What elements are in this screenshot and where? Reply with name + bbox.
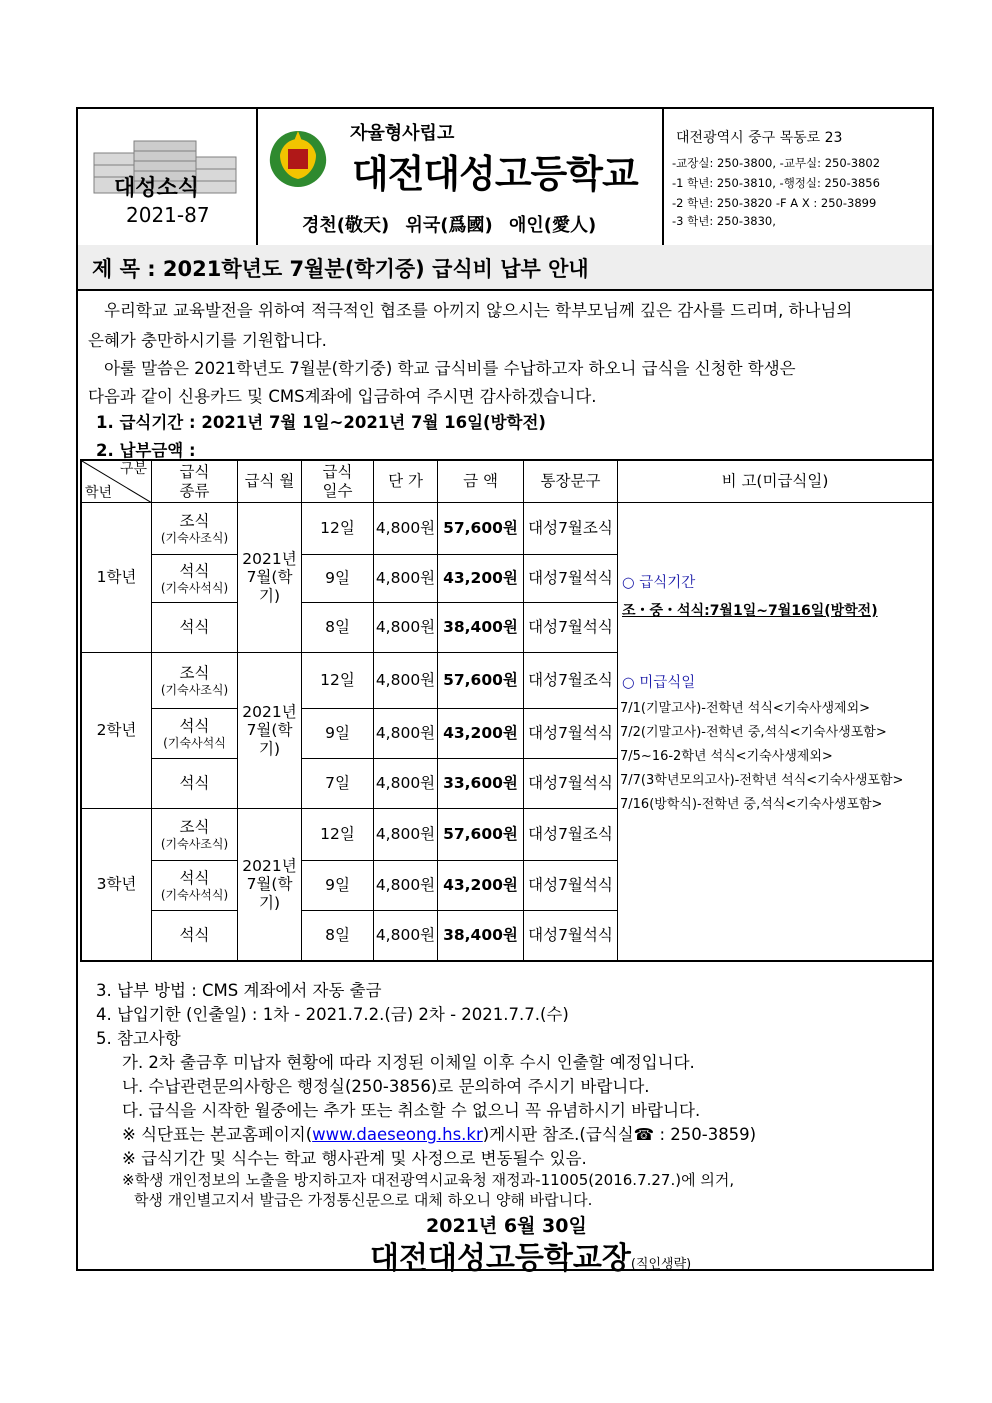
header-bankbook: 통장문구 [524, 461, 618, 503]
no-meal-item: 7/1(기말고사)-전학년 석식<기숙사생제외> [620, 701, 871, 716]
grade-cell: 1학년 [82, 503, 152, 653]
payment-deadline: 4. 납입기한 (인출일) : 1차 - 2021.7.2.(금) 2차 - 2021.7.7.(수) [96, 1005, 569, 1024]
days-cell: 12일 [302, 653, 374, 709]
header-kind [152, 461, 238, 503]
price-cell: 4,800원 [374, 503, 438, 555]
kind-label: 조식 [179, 512, 210, 530]
contact-line: -교장실: 250-3800, -교무실: 250-3802 [672, 156, 881, 170]
kind-cell [152, 861, 238, 911]
subject-title: 제 목 : 2021학년도 7월분(학기중) 급식비 납부 안내 [92, 257, 589, 281]
price-cell: 4,800원 [374, 861, 438, 911]
kind-cell [152, 709, 238, 759]
header-amount: 금 액 [438, 461, 524, 503]
days-cell: 7일 [302, 759, 374, 809]
price-cell: 4,800원 [374, 603, 438, 653]
newsletter-number: 2021-87 [126, 203, 210, 227]
contact-info [662, 109, 934, 245]
contact-line: -2 학년: 250-3820 -F A X : 250-3899 [672, 196, 877, 210]
newsletter-badge [78, 109, 258, 245]
amount-cell: 38,400원 [438, 911, 524, 960]
homepage-link[interactable]: www.daeseong.hs.kr [312, 1125, 483, 1144]
payment-amount-heading: 2. 납부금액 : [96, 441, 196, 460]
kind-sub: (기숙사석식) [160, 887, 229, 902]
kind-sub: (기숙사조식) [160, 836, 229, 851]
note-item: 나. 수납관련문의사항은 행정실(250-3856)로 문의하여 주시기 바랍니다. [122, 1077, 650, 1096]
amount-cell: 57,600원 [438, 503, 524, 555]
intro-line: 아룰 말씀은 2021학년도 7월분(학기중) 학교 급식비를 수납하고자 하오니 급식을 신청한 학생은 [104, 359, 796, 378]
no-meal-item: 7/2(기말고사)-전학년 중,석식<기숙사생포함> [620, 725, 887, 740]
no-meal-item: 7/7(3학년모의고사)-전학년 석식<기숙사생포함> [620, 773, 904, 788]
memo-cell: 대성7월석식 [524, 709, 618, 759]
amount-cell: 33,600원 [438, 759, 524, 809]
newsletter-title: 대성소식 [114, 176, 200, 201]
document-frame [76, 107, 934, 1276]
contact-line: -1 학년: 250-3810, -행정실: 250-3856 [672, 176, 880, 190]
no-meal-item: 7/16(방학식)-전학년 중,석식<기숙사생포함> [620, 797, 883, 812]
meal-period: 1. 급식기간 : 2021년 7월 1일~2021년 7월 16일(방학전) [96, 413, 546, 432]
issue-date: 2021년 6월 30일 [426, 1215, 587, 1237]
fee-table [80, 459, 934, 962]
corner-top-label: 구분 [119, 461, 147, 477]
note-item: 가. 2차 출금후 미납자 현황에 따라 지정된 이체일 이후 수시 인출할 예정입니다. [122, 1053, 695, 1072]
price-cell: 4,800원 [374, 759, 438, 809]
amount-cell: 43,200원 [438, 555, 524, 603]
kind-cell: 석식 [152, 911, 238, 960]
month-term: 7월(학기) [246, 721, 293, 758]
period-heading: ○ 급식기간 [622, 575, 696, 591]
grade-cell: 3학년 [82, 809, 152, 960]
header-days-line2: 일수 [322, 481, 353, 500]
letterhead [78, 109, 932, 247]
school-emblem-icon [264, 127, 332, 191]
school-name: 대전대성고등학교 [352, 152, 638, 196]
corner-bottom-label: 학년 [85, 485, 113, 502]
kind-sub: (기숙사석식) [160, 580, 229, 595]
header-month: 급식 월 [238, 461, 302, 503]
school-type: 자율형사립고 [350, 123, 455, 144]
kind-cell: 석식 [152, 759, 238, 809]
price-cell: 4,800원 [374, 709, 438, 759]
price-cell: 4,800원 [374, 809, 438, 861]
days-cell: 9일 [302, 555, 374, 603]
kind-cell [152, 809, 238, 861]
kind-label: 석식 [179, 869, 210, 887]
principal-title: 대전대성고등학교장 [370, 1241, 631, 1276]
kind-label: 조식 [179, 818, 210, 836]
intro-line: 우리학교 교육발전을 위하여 적극적인 협조를 아끼지 않으시는 학부모님께 깊은 감사를 드리며, 하나님의 [104, 301, 853, 320]
price-cell: 4,800원 [374, 911, 438, 960]
days-cell: 9일 [302, 709, 374, 759]
kind-sub: (기숙사석식 [163, 735, 226, 750]
header-kind-line2: 종류 [179, 481, 210, 500]
price-cell: 4,800원 [374, 653, 438, 709]
memo-cell: 대성7월조식 [524, 809, 618, 861]
month-term: 7월(학기) [246, 875, 293, 912]
header-days [302, 461, 374, 503]
no-meal-heading: ○ 미급식일 [622, 675, 696, 691]
month-year: 2021년 [242, 702, 297, 721]
remarks-cell [618, 503, 932, 960]
month-term: 7월(학기) [246, 568, 293, 605]
header-remarks: 비 고(미급식일) [618, 461, 932, 503]
contact-line: -3 학년: 250-3830, [672, 214, 776, 228]
days-cell: 8일 [302, 911, 374, 960]
amount-cell: 38,400원 [438, 603, 524, 653]
month-cell [238, 653, 302, 809]
menu-note-suffix: )게시판 참조.(급식실☎ : 250-3859) [482, 1125, 757, 1144]
principal-signature [370, 1233, 691, 1277]
month-cell [238, 809, 302, 960]
no-meal-item: 7/5~16-2학년 석식<기숙사생제외> [620, 749, 833, 764]
memo-cell: 대성7월석식 [524, 603, 618, 653]
kind-sub: (기숙사조식) [160, 682, 229, 697]
payment-method: 3. 납부 방법 : CMS 계좌에서 자동 출금 [96, 981, 382, 1000]
amount-cell: 43,200원 [438, 861, 524, 911]
amount-cell: 43,200원 [438, 709, 524, 759]
intro-line: 다음과 같이 신용카드 및 CMS계좌에 입금하여 주시면 감사하겠습니다. [88, 387, 597, 406]
memo-cell: 대성7월석식 [524, 759, 618, 809]
kind-cell [152, 653, 238, 709]
grade-cell: 2학년 [82, 653, 152, 809]
month-cell [238, 503, 302, 653]
menu-note-prefix: ※ 식단표는 본교홈페이지( [122, 1125, 313, 1144]
memo-cell: 대성7월석식 [524, 555, 618, 603]
amount-cell: 57,600원 [438, 653, 524, 709]
kind-cell: 석식 [152, 603, 238, 653]
memo-cell: 대성7월석식 [524, 861, 618, 911]
memo-cell: 대성7월석식 [524, 911, 618, 960]
privacy-note: 학생 개인별고지서 발급은 가정통신문으로 대체 하오니 양해 바랍니다. [134, 1191, 593, 1209]
header-corner [82, 461, 152, 503]
period-text: 조・중・석식:7월1일~7월16일(방학전) [622, 603, 878, 619]
kind-cell [152, 555, 238, 603]
subject-bar [78, 245, 932, 291]
kind-label: 조식 [179, 664, 210, 682]
kind-sub: (기숙사조식) [160, 530, 229, 545]
notes-heading: 5. 참고사항 [96, 1029, 181, 1048]
intro-line: 은혜가 충만하시기를 기원합니다. [88, 331, 327, 350]
school-address: 대전광역시 중구 목동로 23 [676, 130, 843, 146]
kind-label: 석식 [179, 562, 210, 580]
days-cell: 12일 [302, 809, 374, 861]
header-kind-line1: 급식 [179, 462, 210, 481]
month-year: 2021년 [242, 856, 297, 875]
amount-cell: 57,600원 [438, 809, 524, 861]
kind-cell [152, 503, 238, 555]
school-motto: 경천(敬天) 위국(爲國) 애인(愛人) [302, 215, 597, 236]
kind-label: 석식 [179, 717, 210, 735]
month-year: 2021년 [242, 549, 297, 568]
days-cell: 8일 [302, 603, 374, 653]
note-item: 다. 급식을 시작한 월중에는 추가 또는 취소할 수 없으니 꼭 유념하시기 바랍니다. [122, 1101, 701, 1120]
price-cell: 4,800원 [374, 555, 438, 603]
days-cell: 12일 [302, 503, 374, 555]
header-days-line1: 급식 [322, 462, 353, 481]
seal-note: (직인생략) [630, 1257, 692, 1272]
memo-cell: 대성7월조식 [524, 653, 618, 709]
days-cell: 9일 [302, 861, 374, 911]
change-note: ※ 급식기간 및 식수는 학교 행사관계 및 사정으로 변동될수 있음. [122, 1149, 587, 1168]
memo-cell: 대성7월조식 [524, 503, 618, 555]
menu-note [122, 1121, 756, 1145]
header-price: 단 가 [374, 461, 438, 503]
privacy-note: ※학생 개인정보의 노출을 방지하고자 대전광역시교육청 재정과-11005(2016.7.27.)에 의거, [122, 1171, 735, 1189]
